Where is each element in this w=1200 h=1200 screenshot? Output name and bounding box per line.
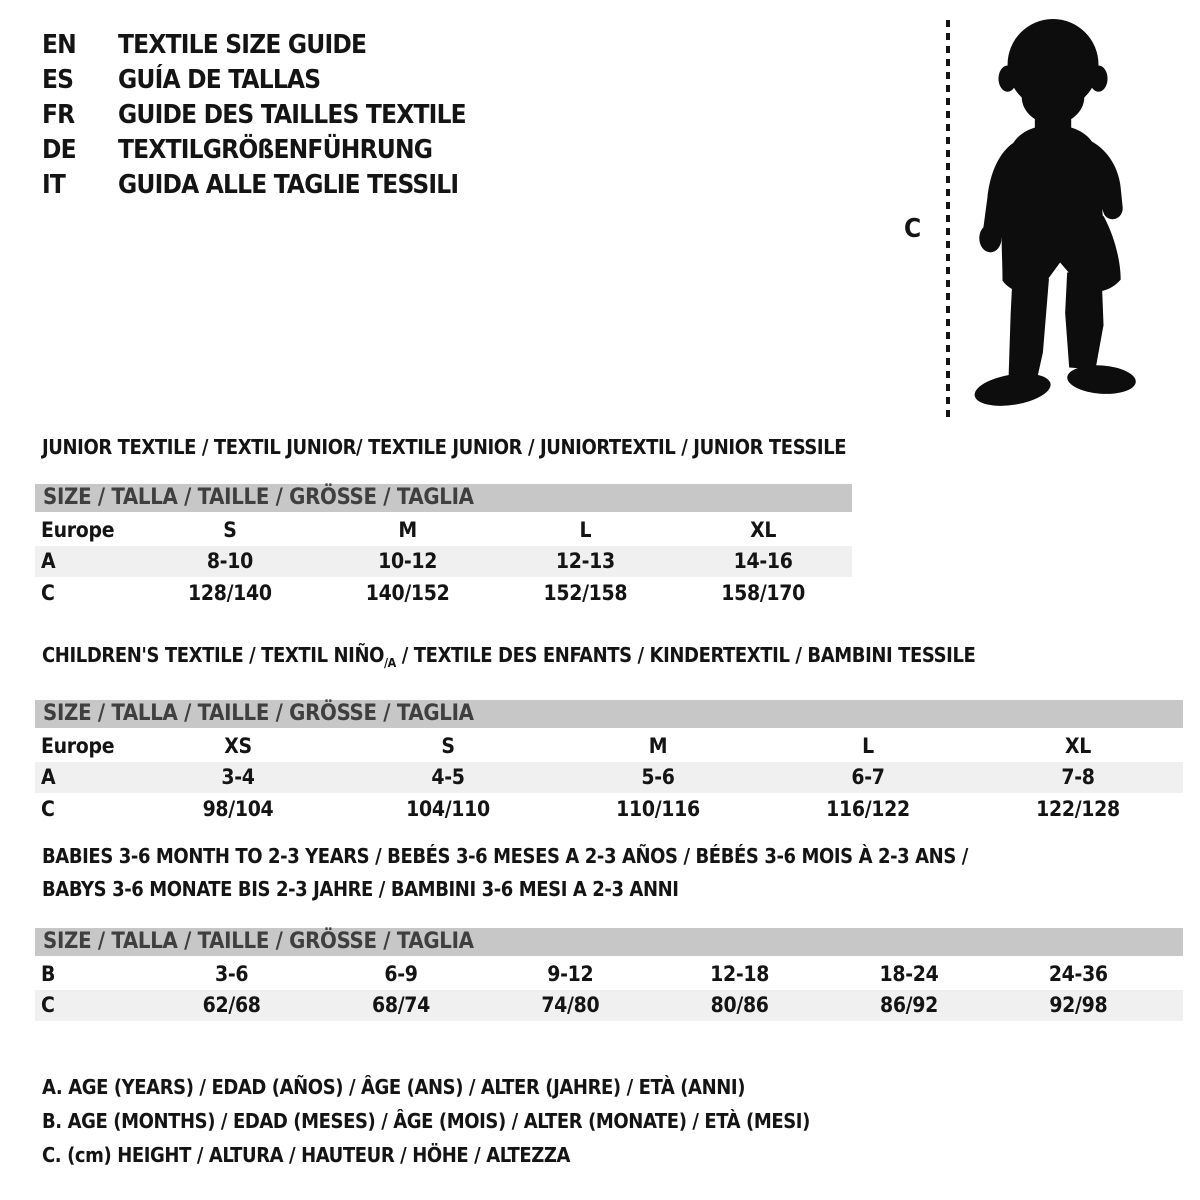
size-header-bar: [35, 700, 1183, 728]
table-cell: 24-36: [1048, 961, 1108, 986]
table-cell: 7-8: [1061, 765, 1095, 790]
language-row: [42, 28, 466, 63]
table-cell: 9-12: [547, 961, 594, 986]
table-cell: 92/98: [1049, 993, 1108, 1018]
row-label: C: [41, 993, 55, 1018]
size-section-children: [35, 642, 1183, 825]
height-measure-label: C: [904, 214, 922, 244]
legend-line: B. AGE (MONTHS) / EDAD (MESES) / ÂGE (MOIS) / ALTER (MONATE) / ETÀ (MESI): [42, 1109, 810, 1133]
table-row: [35, 730, 1183, 762]
table-cell: S: [223, 517, 237, 542]
section-title: [35, 434, 852, 460]
table-row: [35, 577, 852, 609]
size-header-label: SIZE / TALLA / TAILLE / GRÖSSE / TAGLIA: [43, 701, 474, 726]
title-part: JUNIOR TEXTILE / TEXTIL JUNIOR/ TEXTILE JUNIOR / JUNIORTEXTIL / JUNIOR TESSILE: [42, 435, 847, 459]
table-cell: L: [862, 733, 874, 758]
language-code: IT: [42, 170, 66, 200]
table-cell: 3-6: [215, 961, 249, 986]
size-header-bar: [35, 484, 852, 512]
section-title-line: [42, 840, 1183, 873]
table-cell: 10-12: [378, 549, 438, 574]
row-label: A: [41, 549, 56, 574]
table-cell: 110/116: [616, 796, 700, 821]
table-cell: 104/110: [406, 796, 490, 821]
table-row: [35, 514, 852, 546]
section-title: [35, 642, 1183, 676]
language-row: [42, 98, 466, 133]
size-header-bar: [35, 928, 1183, 956]
size-table: [35, 514, 852, 609]
language-title: GUÍA DE TALLAS: [118, 65, 321, 95]
table-cell: 152/158: [543, 580, 628, 605]
table-cell: M: [398, 517, 417, 542]
table-cell: 3-4: [221, 765, 255, 790]
row-label: Europe: [41, 517, 115, 542]
table-row: [35, 958, 1183, 990]
size-table: [35, 958, 1183, 1021]
title-part: CHILDREN'S TEXTILE / TEXTIL NIÑO: [42, 643, 384, 667]
table-row: [35, 990, 1183, 1022]
table-cell: 80/86: [710, 993, 769, 1018]
title-part: / TEXTILE DES ENFANTS / KINDERTEXTIL / BAMBINI TESSILE: [395, 643, 976, 667]
language-title: TEXTILE SIZE GUIDE: [118, 30, 367, 60]
language-title: GUIDE DES TAILLES TEXTILE: [118, 100, 466, 130]
size-header-label: SIZE / TALLA / TAILLE / GRÖSSE / TAGLIA: [43, 929, 474, 954]
table-cell: 68/74: [372, 993, 430, 1018]
language-title: TEXTILGRÖßENFÜHRUNG: [118, 135, 433, 165]
table-cell: 122/128: [1036, 796, 1120, 821]
size-section-junior: [35, 434, 852, 609]
height-dashed-line: [946, 20, 950, 418]
row-label: Europe: [41, 733, 115, 758]
table-cell: 12-18: [710, 961, 770, 986]
table-cell: 8-10: [206, 549, 253, 574]
language-code: DE: [42, 135, 76, 165]
table-cell: 74/80: [541, 993, 600, 1018]
row-label: C: [41, 796, 55, 821]
table-row: [35, 546, 852, 578]
title-part: BABYS 3-6 MONATE BIS 2-3 JAHRE / BAMBINI 3-6 MESI A 2-3 ANNI: [42, 877, 679, 901]
legend: [42, 1070, 810, 1172]
table-cell: L: [579, 517, 592, 542]
table-row: [35, 793, 1183, 825]
table-cell: 62/68: [202, 993, 261, 1018]
legend-line: A. AGE (YEARS) / EDAD (AÑOS) / ÂGE (ANS) / ALTER (JAHRE) / ETÀ (ANNI): [42, 1075, 746, 1099]
table-cell: 128/140: [188, 580, 272, 605]
size-header-label: SIZE / TALLA / TAILLE / GRÖSSE / TAGLIA: [43, 485, 474, 510]
size-section-babies: [35, 840, 1183, 1021]
language-row: [42, 63, 466, 98]
table-cell: XL: [750, 517, 777, 542]
language-title: GUIDA ALLE TAGLIE TESSILI: [118, 170, 459, 200]
table-cell: 6-7: [851, 765, 885, 790]
section-title-line: [42, 642, 1183, 676]
language-row: [42, 168, 466, 203]
table-cell: 116/122: [826, 796, 910, 821]
row-label: B: [41, 961, 56, 986]
language-header: [42, 28, 466, 203]
size-table: [35, 730, 1183, 825]
section-title: [35, 840, 1183, 906]
language-code: FR: [42, 100, 75, 130]
row-label: A: [41, 765, 56, 790]
table-cell: 14-16: [733, 549, 793, 574]
table-cell: 158/170: [721, 580, 805, 605]
title-part: /A: [384, 655, 396, 670]
table-cell: 12-13: [555, 549, 615, 574]
table-cell: S: [441, 733, 455, 758]
section-title-line: [42, 873, 1183, 906]
table-cell: XS: [224, 733, 252, 758]
table-cell: 140/152: [365, 580, 450, 605]
table-cell: 6-9: [384, 961, 418, 986]
table-cell: M: [648, 733, 668, 758]
baby-silhouette-image: [960, 14, 1142, 418]
table-cell: 5-6: [641, 765, 675, 790]
table-cell: 18-24: [879, 961, 939, 986]
table-cell: XL: [1064, 733, 1091, 758]
table-row: [35, 762, 1183, 794]
row-label: C: [41, 580, 55, 605]
language-row: [42, 133, 466, 168]
language-code: EN: [42, 30, 76, 60]
table-cell: 86/92: [879, 993, 938, 1018]
title-part: BABIES 3-6 MONTH TO 2-3 YEARS / BEBÉS 3-6 MESES A 2-3 AÑOS / BÉBÉS 3-6 MOIS À 2-3 ANS /: [42, 844, 968, 868]
table-cell: 4-5: [431, 765, 465, 790]
table-cell: 98/104: [202, 796, 274, 821]
legend-line: C. (cm) HEIGHT / ALTURA / HAUTEUR / HÖHE / ALTEZZA: [42, 1143, 571, 1167]
language-code: ES: [42, 65, 74, 95]
section-title-line: [42, 434, 852, 460]
